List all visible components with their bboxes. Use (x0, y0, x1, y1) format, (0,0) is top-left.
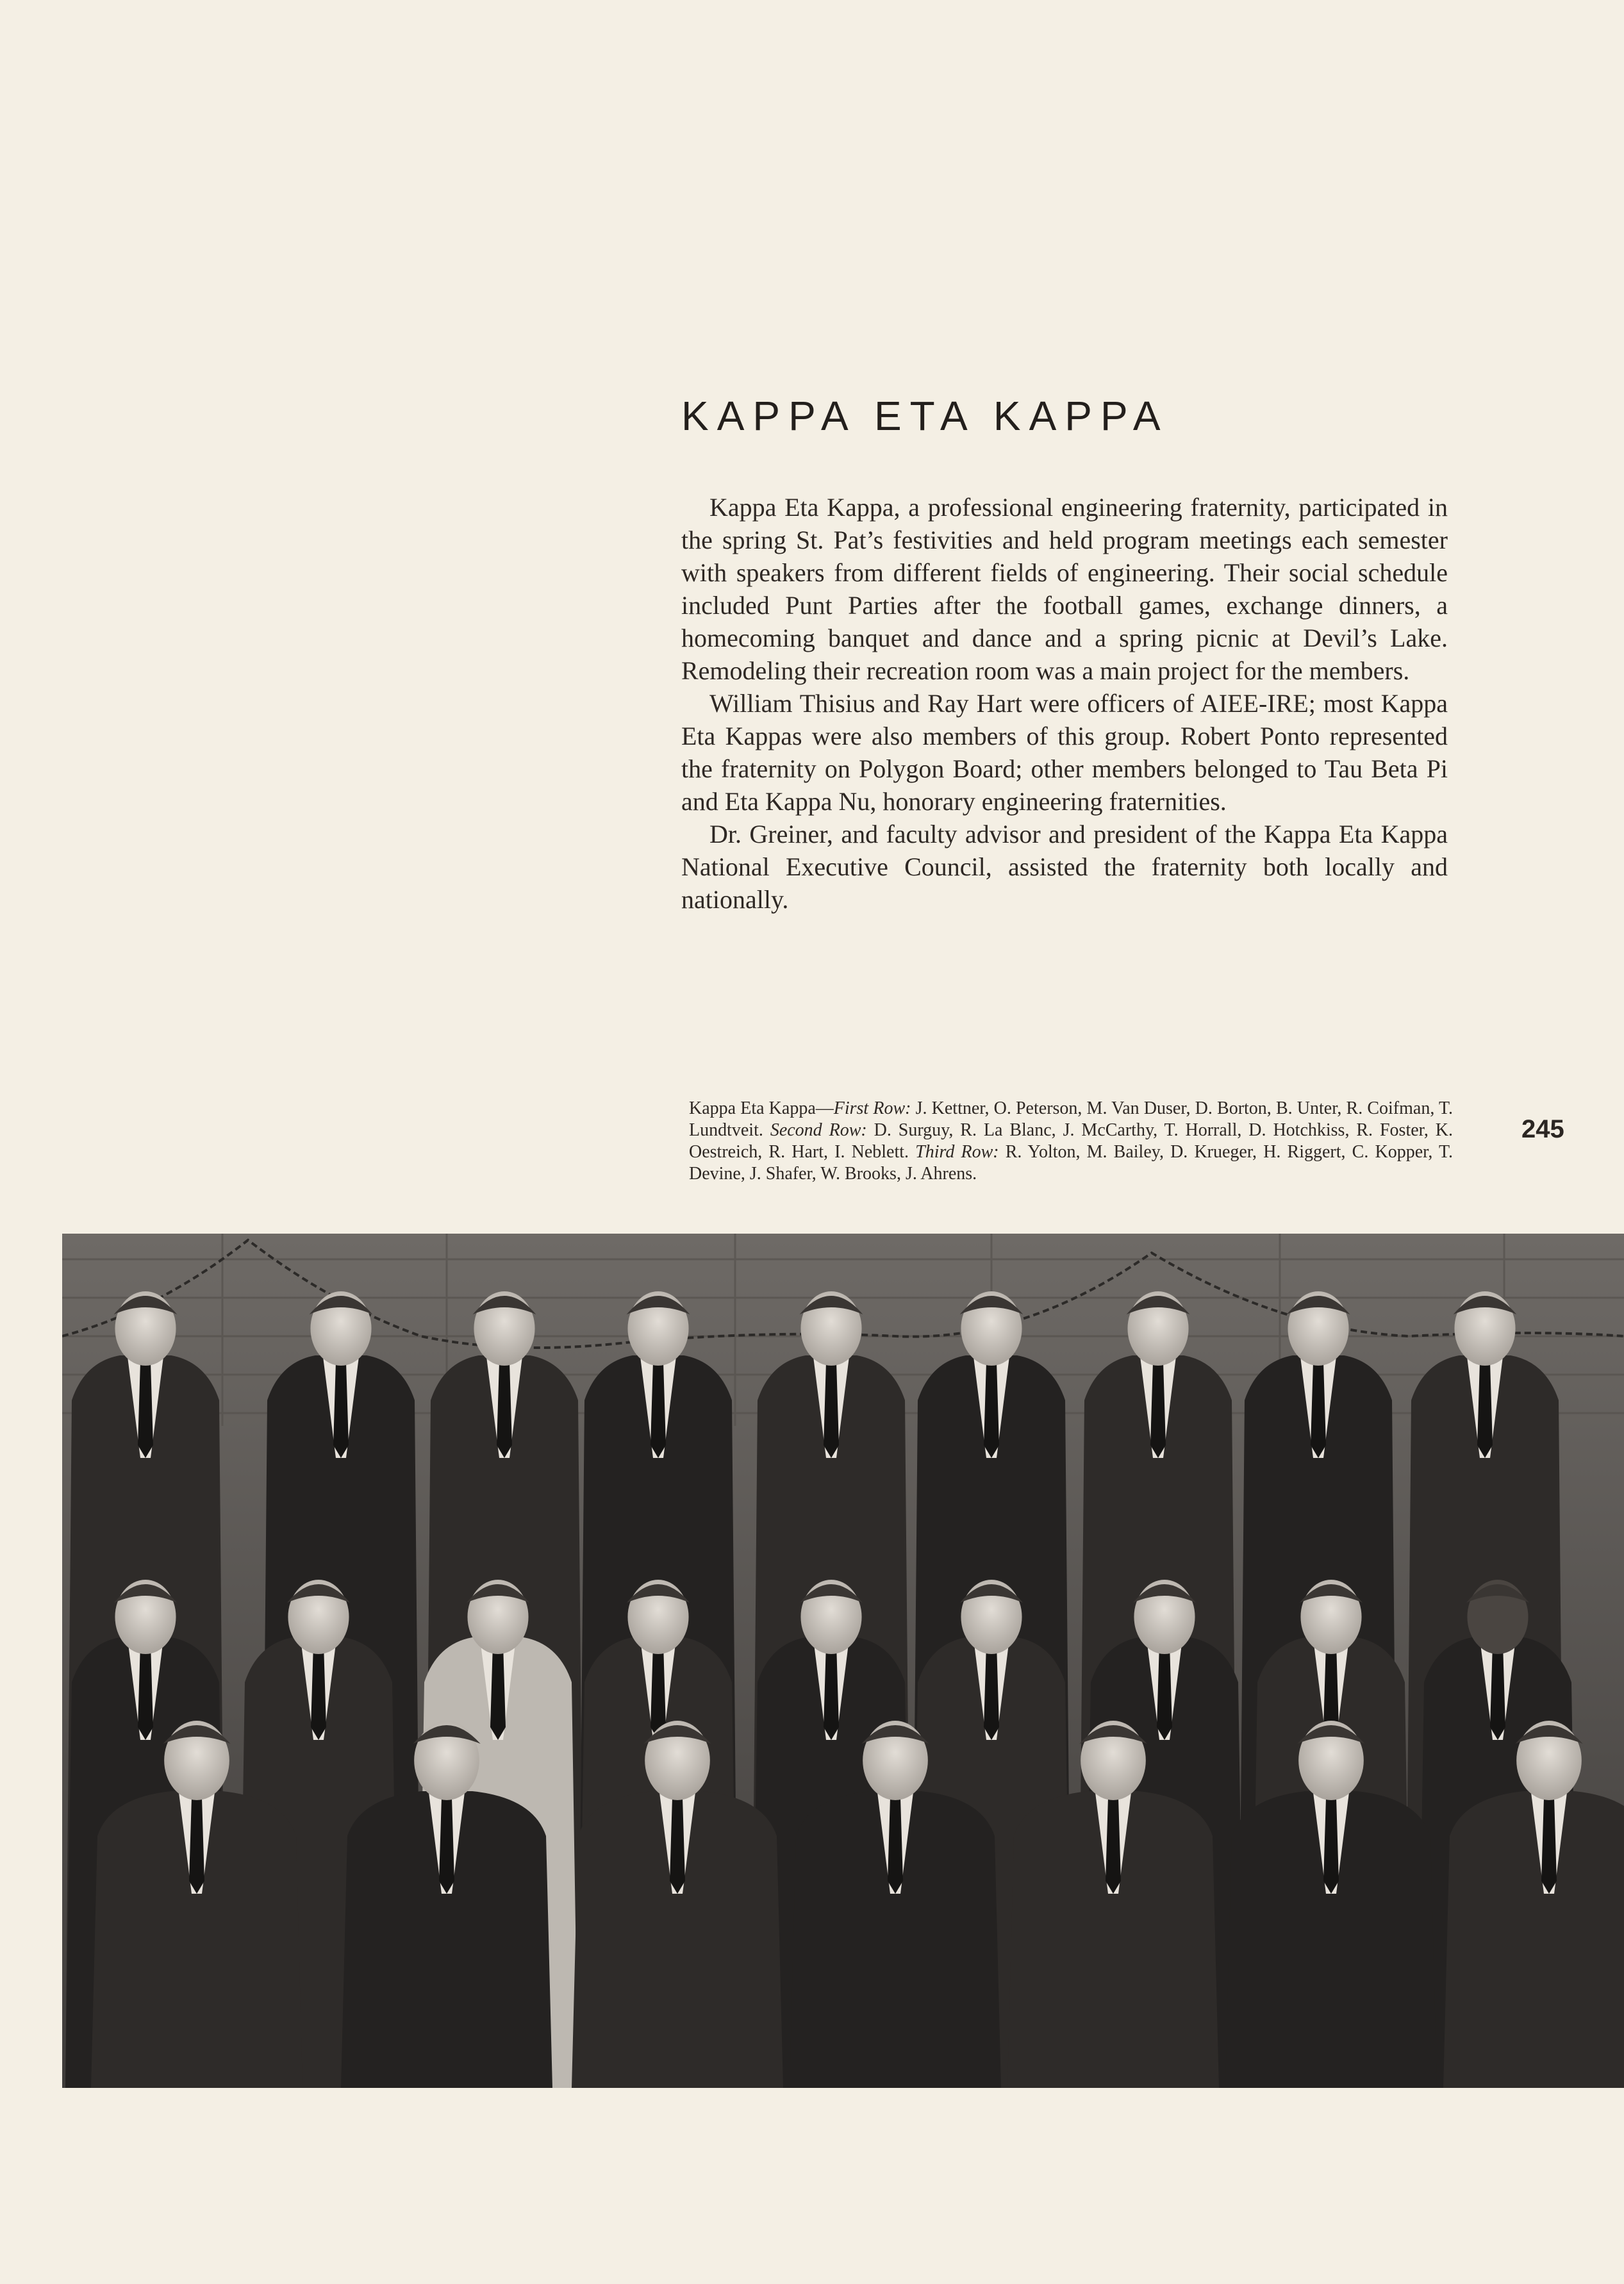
caption-second-row-label: Second Row: (770, 1120, 867, 1140)
photo-caption (689, 1098, 1453, 1185)
caption-group-name: Kappa Eta Kappa— (689, 1098, 834, 1118)
photo-people (65, 1291, 1624, 2088)
page-title: KAPPA ETA KAPPA (681, 393, 1169, 439)
caption-third-row-label: Third Row: (915, 1142, 999, 1162)
caption-third-row-names: R. Yolton, M. Bailey, D. Krueger, H. Riggert, C. Kopper, T. Devine, J. Shafer, W. Brooks, J. Ahrens. (689, 1142, 1454, 1184)
page-number: 245 (1521, 1115, 1564, 1143)
article-paragraph-3: Dr. Greiner, and faculty advisor and president of the Kappa Eta Kappa National Executive Council, assisted the fraternity both locally and nationally. (681, 820, 1448, 914)
caption-first-row-names: J. Kettner, O. Peterson, M. Van Duser, D. Borton, B. Unter, R. Coifman, T. Lundtveit. (689, 1098, 1454, 1140)
article-paragraph-2: William Thisius and Ray Hart were officers of AIEE-IRE; most Kappa Eta Kappas were also members of this group. Robert Ponto represented the fraternity on Polygon Board; other members belonged to Tau Beta Pi and Eta Kappa Nu, honorary engineering fraternities. (681, 689, 1448, 816)
article-body (681, 491, 1448, 916)
caption-first-row-label: First Row: (833, 1098, 911, 1118)
group-photo (62, 1234, 1624, 2088)
group-photo-image (62, 1234, 1624, 2088)
article-paragraph-1: Kappa Eta Kappa, a professional engineering fraternity, participated in the spring St. Pat’s festivities and held program meetings each semester with speakers from different fields of engineering. Their social schedule included Punt Parties after the football games, exchange dinners, a homecoming banquet and dance and a spring picnic at Devil’s Lake. Remodeling their recreation room was a main project for the members. (681, 493, 1448, 685)
caption-second-row-names: D. Surguy, R. La Blanc, J. McCarthy, T. Horrall, D. Hotchkiss, R. Foster, K. Oestreich, R. Hart, I. Neblett. (689, 1120, 1454, 1162)
